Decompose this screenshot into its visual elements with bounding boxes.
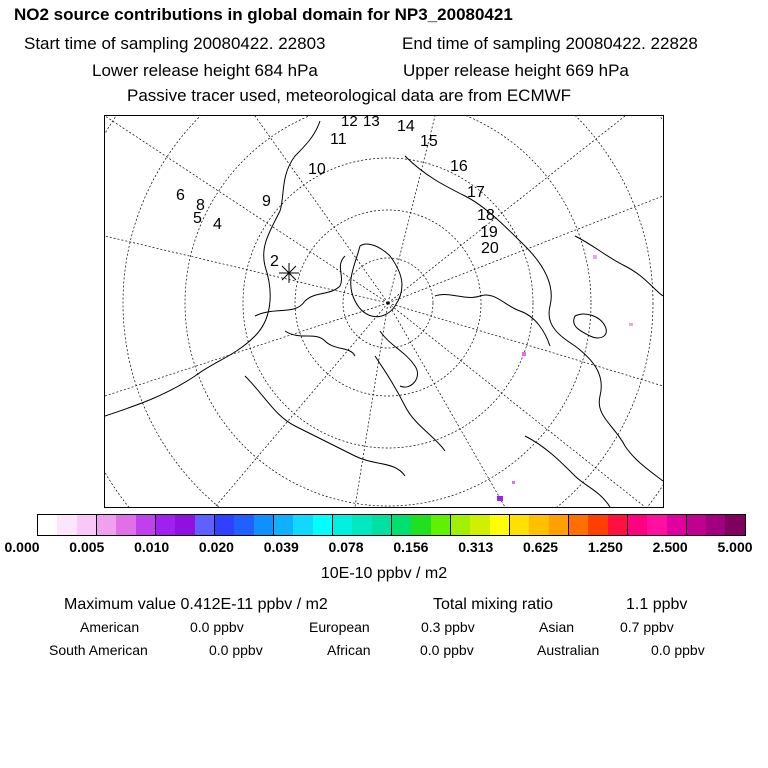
colorbar-swatch xyxy=(254,515,274,535)
region-name-european: European xyxy=(309,619,370,635)
receptor-marker xyxy=(279,263,299,283)
colorbar-tick-label: 0.000 xyxy=(4,539,40,555)
traj-label-4: 4 xyxy=(213,216,222,233)
coastline-alaska xyxy=(575,236,663,296)
colorbar-swatch xyxy=(175,515,194,535)
colorbar-tick-label: 0.156 xyxy=(393,539,429,555)
colorbar-swatch xyxy=(77,515,97,535)
colorbar-tick-label: 0.010 xyxy=(134,539,170,555)
meridian xyxy=(105,236,388,303)
colorbar-swatch xyxy=(333,515,352,535)
colorbar-swatch xyxy=(38,515,57,535)
colorbar-swatch xyxy=(687,515,706,535)
traj-label-13: 13 xyxy=(363,115,380,130)
region-value-european: 0.3 ppbv xyxy=(421,619,475,635)
colorbar-swatch xyxy=(156,515,175,535)
region-name-australian: Australian xyxy=(537,642,600,658)
colorbar-swatch xyxy=(136,515,156,535)
colorbar-swatch xyxy=(215,515,234,535)
colorbar xyxy=(37,514,746,536)
traj-label-6: 6 xyxy=(176,187,185,204)
region-value-south-american: 0.0 ppbv xyxy=(209,642,263,658)
colorbar-tick-label: 0.020 xyxy=(198,539,234,555)
colorbar-swatch xyxy=(293,515,312,535)
colorbar-swatch xyxy=(411,515,430,535)
traj-label-20: 20 xyxy=(481,240,499,257)
total-mixing-label: Total mixing ratio xyxy=(433,596,554,613)
lat-circle-40 xyxy=(123,116,653,507)
traj-label-9: 9 xyxy=(262,193,271,210)
coastline-north-america xyxy=(105,121,320,416)
region-name-south-american: South American xyxy=(49,642,148,658)
colorbar-swatch xyxy=(234,515,253,535)
concentration-spots xyxy=(497,255,633,501)
colorbar-swatch xyxy=(667,515,687,535)
traj-label-14: 14 xyxy=(397,118,415,135)
coastline-greenland xyxy=(351,244,402,317)
colorbar-swatch xyxy=(470,515,489,535)
coastline-scandinavia xyxy=(380,331,417,387)
colorbar-swatch xyxy=(352,515,371,535)
colorbar-tick-label: 0.005 xyxy=(69,539,105,555)
colorbar-tick-label: 2.500 xyxy=(652,539,688,555)
traj-label-5: 5 xyxy=(193,210,202,227)
polar-map xyxy=(104,115,664,508)
tracer-label: Passive tracer used, meteorological data are from ECMWF xyxy=(127,86,572,105)
traj-label-18: 18 xyxy=(477,207,495,224)
traj-label-15: 15 xyxy=(420,133,438,150)
region-value-american: 0.0 ppbv xyxy=(190,619,244,635)
end-time-label: End time of sampling 20080422. 22828 xyxy=(402,34,698,53)
lower-height-label: Lower release height 684 hPa xyxy=(92,61,318,80)
meridian xyxy=(388,303,663,386)
coastline-islands xyxy=(574,314,607,338)
meridian xyxy=(388,196,663,303)
region-value-african: 0.0 ppbv xyxy=(420,642,474,658)
lat-circle-50 xyxy=(185,116,591,506)
colorbar-swatch xyxy=(549,515,569,535)
region-value-australian: 0.0 ppbv xyxy=(651,642,705,658)
coastline-asia xyxy=(405,156,663,481)
traj-label-16: 16 xyxy=(450,158,468,175)
meridian xyxy=(388,303,505,507)
coastline-east-asia xyxy=(525,436,610,507)
meridian xyxy=(355,303,388,507)
region-name-american: American xyxy=(80,619,140,635)
meridian xyxy=(215,303,388,507)
lat-circle-30 xyxy=(105,116,663,507)
colorbar-swatch xyxy=(392,515,411,535)
colorbar-tick-label: 0.313 xyxy=(458,539,494,555)
map-graticule xyxy=(105,116,663,507)
colorbar-swatch xyxy=(116,515,135,535)
colorbar-swatch xyxy=(451,515,470,535)
meridian xyxy=(255,116,388,303)
colorbar-swatch xyxy=(431,515,451,535)
region-name-asian: Asian xyxy=(539,619,575,635)
traj-label-17: 17 xyxy=(467,184,485,201)
colorbar-tick-label: 1.250 xyxy=(587,539,623,555)
colorbar-swatch xyxy=(706,515,725,535)
colorbar-swatch xyxy=(725,515,744,535)
traj-label-2: 2 xyxy=(270,253,279,270)
total-mixing-value: 1.1 ppbv xyxy=(626,596,688,613)
traj-label-8: 8 xyxy=(196,197,205,214)
traj-label-10: 10 xyxy=(308,161,326,178)
max-value-label: Maximum value 0.412E-11 ppbv / m2 xyxy=(64,596,328,613)
traj-label-12: 12 xyxy=(341,115,358,130)
colorbar-swatch xyxy=(372,515,392,535)
traj-label-11: 11 xyxy=(330,131,347,148)
colorbar-tick-label: 0.625 xyxy=(523,539,559,555)
start-time-label: Start time of sampling 20080422. 22803 xyxy=(24,34,326,53)
region-value-asian: 0.7 ppbv xyxy=(620,619,674,635)
colorbar-swatch xyxy=(510,515,529,535)
colorbar-swatch xyxy=(628,515,647,535)
colorbar-units: 10E-10 ppbv / m2 xyxy=(320,565,448,582)
figure-title: NO2 source contributions in global domain for NP3_20080421 xyxy=(14,5,513,24)
colorbar-tick-label: 0.078 xyxy=(328,539,364,555)
colorbar-tick-label: 0.039 xyxy=(263,539,299,555)
colorbar-swatch xyxy=(313,515,333,535)
colorbar-swatch xyxy=(529,515,548,535)
colorbar-swatch xyxy=(569,515,588,535)
colorbar-swatch xyxy=(195,515,215,535)
traj-label-19: 19 xyxy=(480,224,498,241)
colorbar-tick-label: 5.000 xyxy=(717,539,753,555)
colorbar-swatch xyxy=(97,515,116,535)
colorbar-swatch xyxy=(608,515,628,535)
colorbar-swatch xyxy=(647,515,666,535)
region-name-african: African xyxy=(327,642,371,658)
colorbar-swatch xyxy=(274,515,293,535)
upper-height-label: Upper release height 669 hPa xyxy=(403,61,629,80)
coastline-europe xyxy=(245,356,445,476)
colorbar-swatch xyxy=(490,515,510,535)
colorbar-swatch xyxy=(588,515,607,535)
colorbar-swatch xyxy=(57,515,76,535)
